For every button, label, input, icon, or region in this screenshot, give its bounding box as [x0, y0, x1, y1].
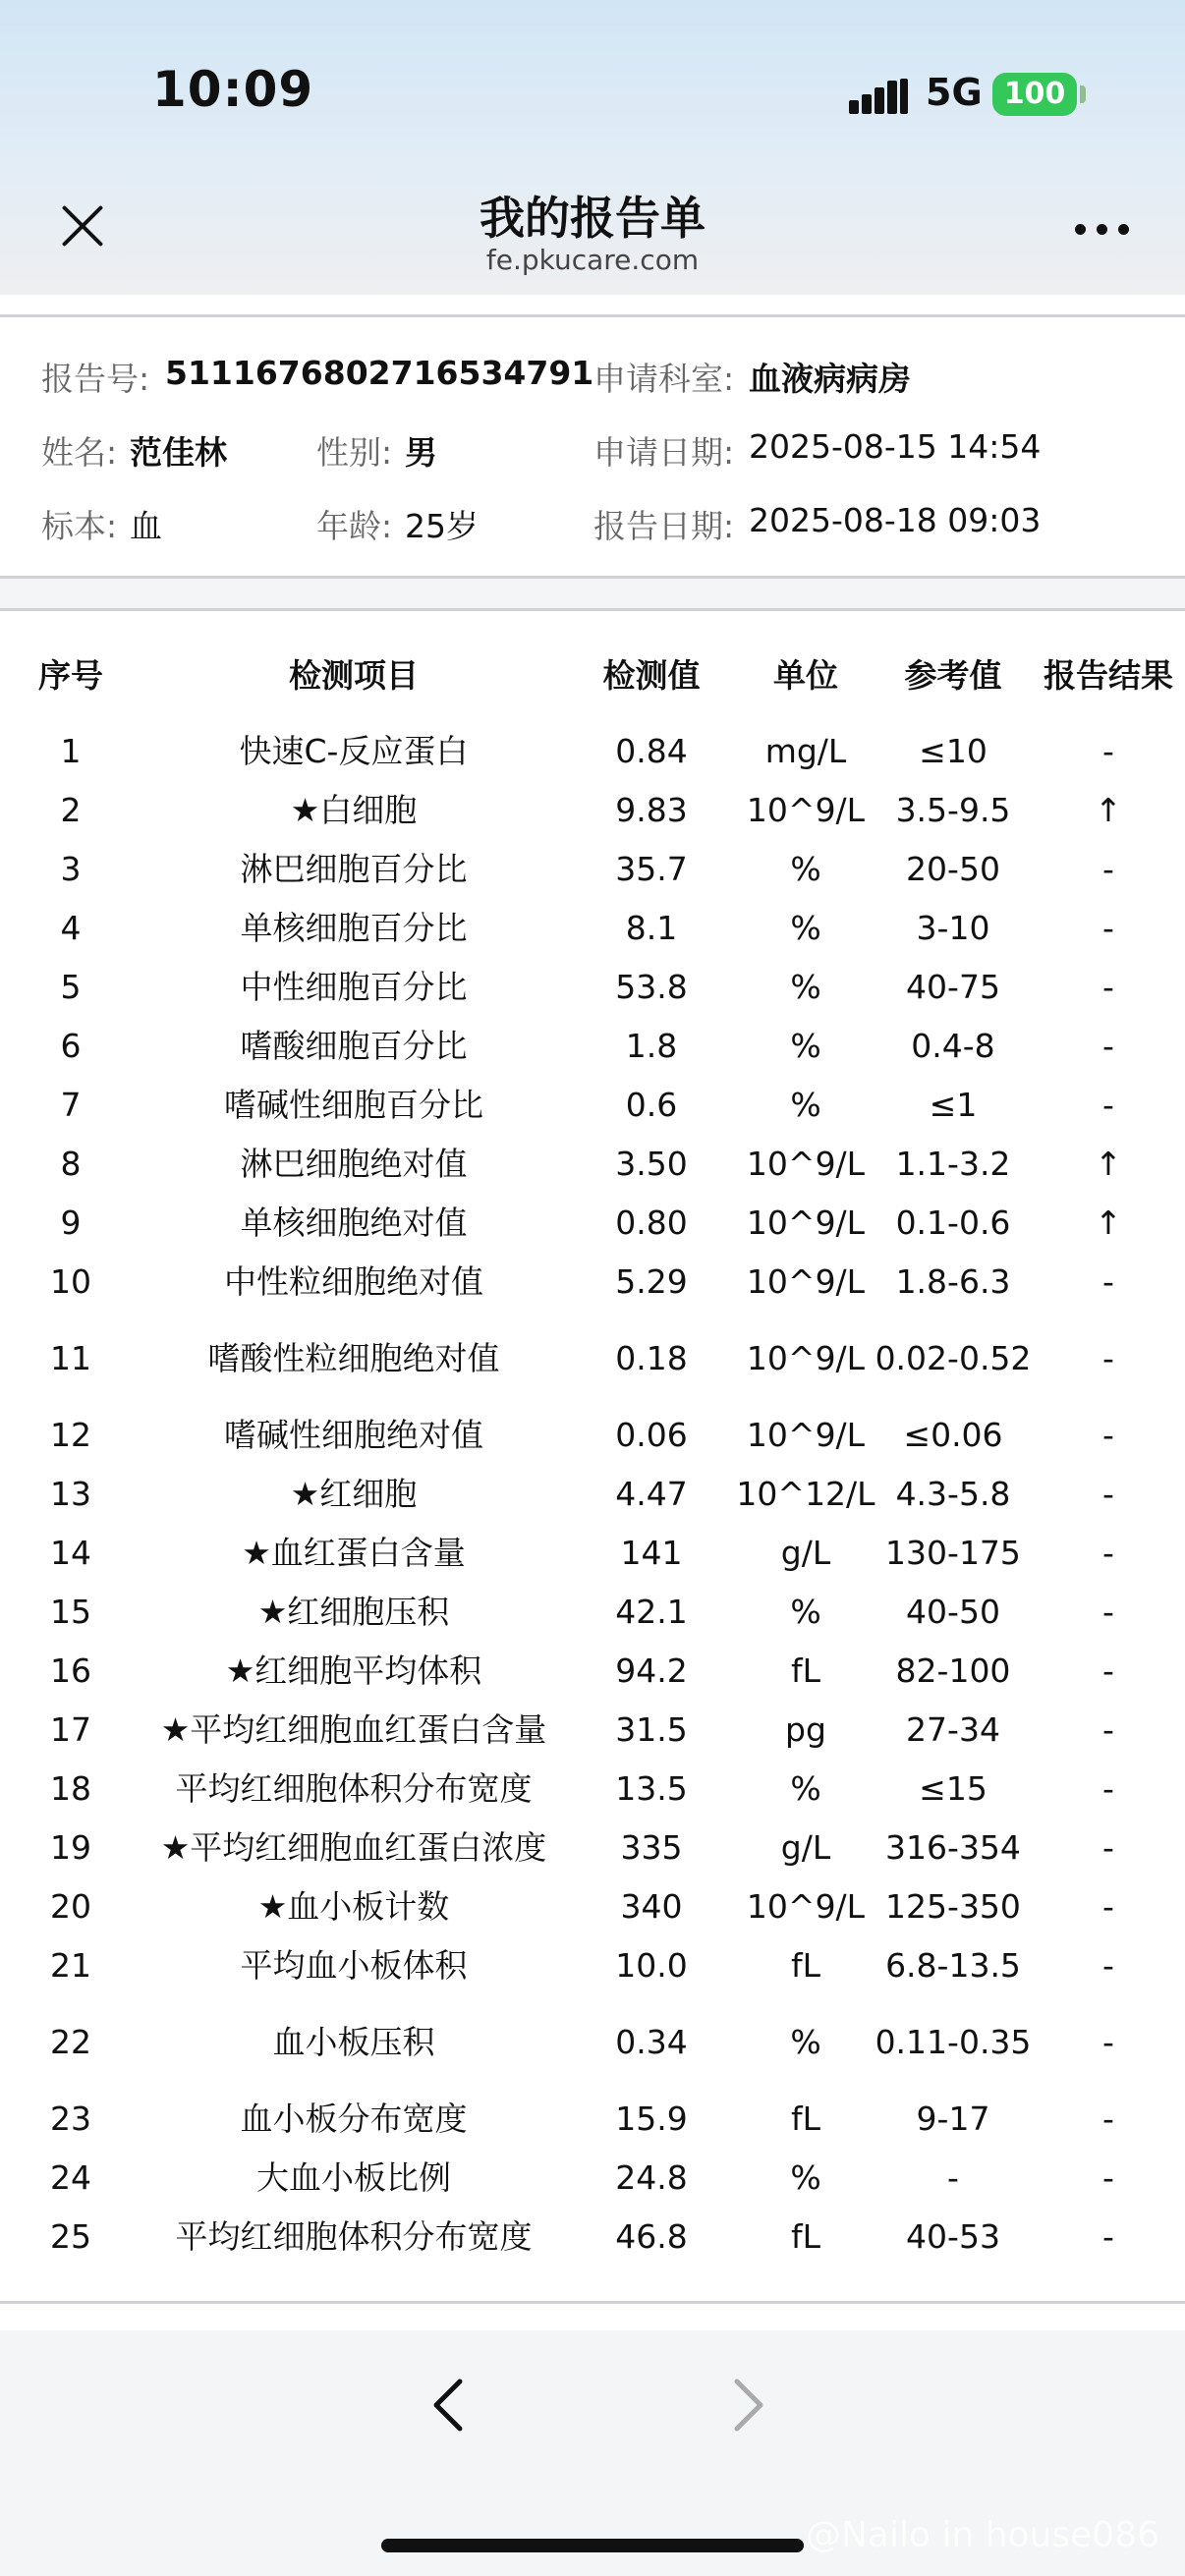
name-label: 姓名: — [41, 433, 118, 472]
cell-value: 5.29 — [615, 1262, 688, 1301]
cell-result: - — [1102, 1946, 1114, 1985]
cell-ref: 316-354 — [885, 1828, 1021, 1867]
cell-result: - — [1102, 1416, 1114, 1454]
table-row — [0, 1253, 1185, 1312]
cell-no: 13 — [50, 1475, 91, 1513]
cell-item: 嗜碱性细胞百分比 — [224, 1086, 483, 1124]
cell-ref: 40-50 — [906, 1593, 1000, 1631]
cell-item: 快速C-反应蛋白 — [239, 732, 469, 770]
cell-ref: 125-350 — [885, 1887, 1021, 1926]
cell-value: 13.5 — [615, 1769, 688, 1808]
cell-item: 平均红细胞体积分布宽度 — [175, 1769, 533, 1808]
cell-ref: 0.02-0.52 — [875, 1339, 1032, 1377]
cell-ref: - — [947, 2158, 959, 2197]
cell-ref: 1.8-6.3 — [895, 1262, 1011, 1301]
cell-value: 42.1 — [615, 1593, 688, 1631]
cell-result: - — [1102, 909, 1114, 947]
network-type: 5G — [926, 71, 983, 114]
section-gap — [0, 579, 1185, 608]
cell-no: 19 — [50, 1828, 91, 1867]
divider — [0, 608, 1185, 611]
cell-result: - — [1102, 2217, 1114, 2256]
cell-ref: 3.5-9.5 — [895, 791, 1011, 829]
cell-value: 0.34 — [615, 2023, 688, 2061]
cell-ref: 20-50 — [906, 850, 1000, 888]
table-row — [0, 840, 1185, 899]
cell-result: - — [1102, 1027, 1114, 1065]
table-row — [0, 1017, 1185, 1076]
cell-unit: fL — [790, 2217, 820, 2256]
table-row — [0, 958, 1185, 1017]
more-options-button[interactable] — [1073, 224, 1132, 238]
cell-unit: 10^9/L — [746, 1416, 866, 1454]
cell-no: 12 — [50, 1416, 91, 1454]
cell-result: ↑ — [1095, 1204, 1122, 1242]
cell-result: - — [1102, 1339, 1114, 1377]
cell-ref: 40-53 — [906, 2217, 1000, 2256]
report-no-value: 5111676802716534791 — [165, 354, 594, 392]
table-row — [0, 1135, 1185, 1194]
cell-ref: 3-10 — [916, 909, 990, 947]
cell-value: 141 — [620, 1534, 683, 1572]
cell-item: 嗜酸细胞百分比 — [240, 1027, 468, 1065]
cell-ref: ≤15 — [919, 1769, 988, 1808]
table-row — [0, 781, 1185, 840]
header-unit: 单位 — [773, 656, 838, 695]
cell-item: ★平均红细胞血红蛋白浓度 — [160, 1828, 547, 1867]
cell-no: 5 — [60, 968, 82, 1006]
cell-ref: ≤10 — [919, 732, 988, 770]
cell-item: 嗜酸性粒细胞绝对值 — [207, 1339, 500, 1377]
cell-result: - — [1102, 1593, 1114, 1631]
forward-arrow-icon[interactable] — [715, 2376, 774, 2435]
cell-value: 46.8 — [615, 2217, 688, 2256]
cell-unit: % — [790, 1027, 821, 1065]
cell-item: ★血小板计数 — [257, 1887, 450, 1926]
cell-unit: g/L — [780, 1828, 831, 1867]
cell-unit: % — [790, 850, 821, 888]
cell-item: 血小板压积 — [272, 2023, 435, 2061]
cell-result: - — [1102, 1086, 1114, 1124]
cell-no: 25 — [50, 2217, 91, 2256]
gender-label: 性别: — [316, 433, 393, 472]
cell-unit: 10^9/L — [746, 1145, 866, 1183]
cell-ref: 130-175 — [885, 1534, 1021, 1572]
cell-item: ★红细胞 — [290, 1475, 418, 1513]
cell-no: 2 — [60, 791, 82, 829]
status-time: 10:09 — [152, 61, 314, 118]
cell-result: - — [1102, 1262, 1114, 1301]
cell-value: 335 — [620, 1828, 683, 1867]
dept-label: 申请科室: — [593, 360, 735, 398]
cell-no: 8 — [60, 1145, 82, 1183]
cell-unit: 10^9/L — [746, 1887, 866, 1926]
divider — [0, 314, 1185, 317]
page-title: 我的报告单 — [480, 192, 705, 245]
cell-unit: fL — [790, 1652, 820, 1690]
cell-item: 嗜碱性细胞绝对值 — [224, 1416, 483, 1454]
cell-unit: % — [790, 1769, 821, 1808]
page-url: fe.pkucare.com — [485, 244, 700, 276]
cell-value: 0.18 — [615, 1339, 688, 1377]
watermark: @Nailo in house086 — [806, 2515, 1159, 2555]
cell-item: 平均血小板体积 — [240, 1946, 468, 1985]
cell-unit: 10^9/L — [746, 1339, 866, 1377]
cell-no: 6 — [60, 1027, 82, 1065]
cell-ref: 1.1-3.2 — [895, 1145, 1011, 1183]
cell-ref: 0.11-0.35 — [875, 2023, 1032, 2061]
cell-item: 淋巴细胞百分比 — [240, 850, 468, 888]
cell-no: 14 — [50, 1534, 91, 1572]
header-result: 报告结果 — [1044, 656, 1173, 695]
table-row — [0, 1642, 1185, 1701]
cell-result: ↑ — [1095, 1145, 1122, 1183]
cell-ref: 0.4-8 — [911, 1027, 995, 1065]
cell-value: 31.5 — [615, 1710, 688, 1749]
header-no: 序号 — [38, 656, 103, 695]
cell-ref: 27-34 — [906, 1710, 1000, 1749]
table-row — [0, 899, 1185, 958]
table-row — [0, 1819, 1185, 1877]
cell-no: 15 — [50, 1593, 91, 1631]
cell-unit: pg — [785, 1710, 826, 1749]
cell-value: 35.7 — [615, 850, 688, 888]
report-no-label: 报告号: — [41, 360, 150, 398]
cell-no: 23 — [50, 2100, 91, 2138]
cell-value: 0.84 — [615, 732, 688, 770]
cell-item: 单核细胞绝对值 — [240, 1204, 468, 1242]
cell-no: 24 — [50, 2158, 91, 2197]
cell-item: 淋巴细胞绝对值 — [240, 1145, 468, 1183]
header-ref: 参考值 — [904, 656, 1002, 695]
dept-value: 血液病病房 — [749, 360, 911, 398]
cell-result: - — [1102, 2100, 1114, 2138]
cell-no: 17 — [50, 1710, 91, 1749]
cell-item: ★白细胞 — [290, 791, 418, 829]
header-value: 检测值 — [602, 656, 701, 695]
table-row — [0, 2208, 1185, 2267]
header-item: 检测项目 — [289, 656, 419, 695]
specimen-label: 标本: — [41, 507, 118, 545]
cell-result: - — [1102, 1828, 1114, 1867]
cell-value: 94.2 — [615, 1652, 688, 1690]
cell-ref: 40-75 — [906, 968, 1000, 1006]
cell-value: 0.80 — [615, 1204, 688, 1242]
cell-unit: % — [790, 2158, 821, 2197]
table-row — [0, 1877, 1185, 1936]
cell-result: - — [1102, 1652, 1114, 1690]
cell-ref: 0.1-0.6 — [895, 1204, 1011, 1242]
table-row — [0, 722, 1185, 781]
age-label: 年龄: — [316, 507, 393, 545]
cell-no: 18 — [50, 1769, 91, 1808]
cell-item: ★血红蛋白含量 — [242, 1534, 466, 1572]
cell-value: 1.8 — [625, 1027, 678, 1065]
cell-no: 7 — [60, 1086, 82, 1124]
cell-value: 4.47 — [615, 1475, 688, 1513]
cell-unit: % — [790, 968, 821, 1006]
cell-ref: ≤0.06 — [903, 1416, 1003, 1454]
cell-no: 21 — [50, 1946, 91, 1985]
report-date-label: 报告日期: — [593, 507, 735, 545]
table-row — [0, 1076, 1185, 1135]
cell-result: ↑ — [1095, 791, 1122, 829]
cell-unit: 10^9/L — [746, 791, 866, 829]
cell-item: 大血小板比例 — [256, 2158, 451, 2197]
table-row — [0, 1936, 1185, 1995]
cell-unit: fL — [790, 2100, 820, 2138]
cell-item: 单核细胞百分比 — [240, 909, 468, 947]
cell-item: ★红细胞平均体积 — [225, 1652, 482, 1690]
cell-unit: 10^12/L — [736, 1475, 875, 1513]
cell-unit: 10^9/L — [746, 1204, 866, 1242]
table-row — [0, 1194, 1185, 1253]
cell-unit: 10^9/L — [746, 1262, 866, 1301]
cell-unit: % — [790, 1593, 821, 1631]
cell-ref: ≤1 — [929, 1086, 978, 1124]
cell-result: - — [1102, 1887, 1114, 1926]
cell-result: - — [1102, 1475, 1114, 1513]
home-indicator[interactable] — [381, 2539, 804, 2552]
cell-value: 340 — [620, 1887, 683, 1926]
cell-value: 15.9 — [615, 2100, 688, 2138]
cell-item: 血小板分布宽度 — [240, 2100, 468, 2138]
apply-date-value: 2025-08-15 14:54 — [749, 427, 1042, 466]
cell-result: - — [1102, 1534, 1114, 1572]
cell-unit: % — [790, 909, 821, 947]
cell-item: 平均红细胞体积分布宽度 — [175, 2217, 533, 2256]
divider — [0, 2301, 1185, 2304]
table-row — [0, 2090, 1185, 2149]
signal-icon — [849, 79, 910, 114]
cell-no: 1 — [60, 732, 82, 770]
table-row — [0, 1995, 1185, 2090]
cell-unit: % — [790, 1086, 821, 1124]
cell-unit: mg/L — [764, 732, 847, 770]
apply-date-label: 申请日期: — [593, 433, 735, 472]
cell-result: - — [1102, 968, 1114, 1006]
cell-value: 3.50 — [615, 1145, 688, 1183]
cell-no: 3 — [60, 850, 82, 888]
table-row — [0, 1312, 1185, 1406]
cell-item: ★平均红细胞血红蛋白含量 — [160, 1710, 547, 1749]
name-value: 范佳林 — [130, 433, 227, 472]
table-row — [0, 1465, 1185, 1524]
battery-icon: 100 — [992, 73, 1077, 116]
cell-item: ★红细胞压积 — [257, 1593, 450, 1631]
cell-no: 10 — [50, 1262, 91, 1301]
cell-value: 9.83 — [615, 791, 688, 829]
cell-value: 53.8 — [615, 968, 688, 1006]
table-row — [0, 1583, 1185, 1642]
cell-result: - — [1102, 732, 1114, 770]
cell-value: 0.06 — [615, 1416, 688, 1454]
cell-value: 10.0 — [615, 1946, 688, 1985]
cell-ref: 82-100 — [895, 1652, 1011, 1690]
cell-value: 24.8 — [615, 2158, 688, 2197]
cell-no: 16 — [50, 1652, 91, 1690]
cell-no: 9 — [60, 1204, 82, 1242]
cell-ref: 9-17 — [916, 2100, 990, 2138]
cell-result: - — [1102, 850, 1114, 888]
cell-unit: g/L — [780, 1534, 831, 1572]
cell-no: 4 — [60, 909, 82, 947]
cell-result: - — [1102, 2158, 1114, 2197]
cell-no: 20 — [50, 1887, 91, 1926]
back-arrow-icon[interactable] — [423, 2376, 481, 2435]
cell-ref: 6.8-13.5 — [885, 1946, 1021, 1985]
battery-nub — [1080, 85, 1086, 103]
cell-ref: 4.3-5.8 — [895, 1475, 1011, 1513]
cell-unit: % — [790, 2023, 821, 2061]
cell-item: 中性细胞百分比 — [240, 968, 468, 1006]
cell-no: 11 — [50, 1339, 91, 1377]
cell-result: - — [1102, 1710, 1114, 1749]
table-row — [0, 2149, 1185, 2208]
cell-value: 0.6 — [625, 1086, 678, 1124]
cell-no: 22 — [50, 2023, 91, 2061]
cell-unit: fL — [790, 1946, 820, 1985]
table-row — [0, 1524, 1185, 1583]
specimen-value: 血 — [130, 507, 162, 545]
table-row — [0, 1406, 1185, 1465]
cell-result: - — [1102, 1769, 1114, 1808]
table-row — [0, 1760, 1185, 1819]
cell-result: - — [1102, 2023, 1114, 2061]
gender-value: 男 — [405, 433, 437, 472]
table-row — [0, 1701, 1185, 1760]
age-value: 25岁 — [405, 507, 479, 545]
report-date-value: 2025-08-18 09:03 — [749, 501, 1042, 539]
cell-item: 中性粒细胞绝对值 — [224, 1262, 483, 1301]
cell-value: 8.1 — [625, 909, 678, 947]
